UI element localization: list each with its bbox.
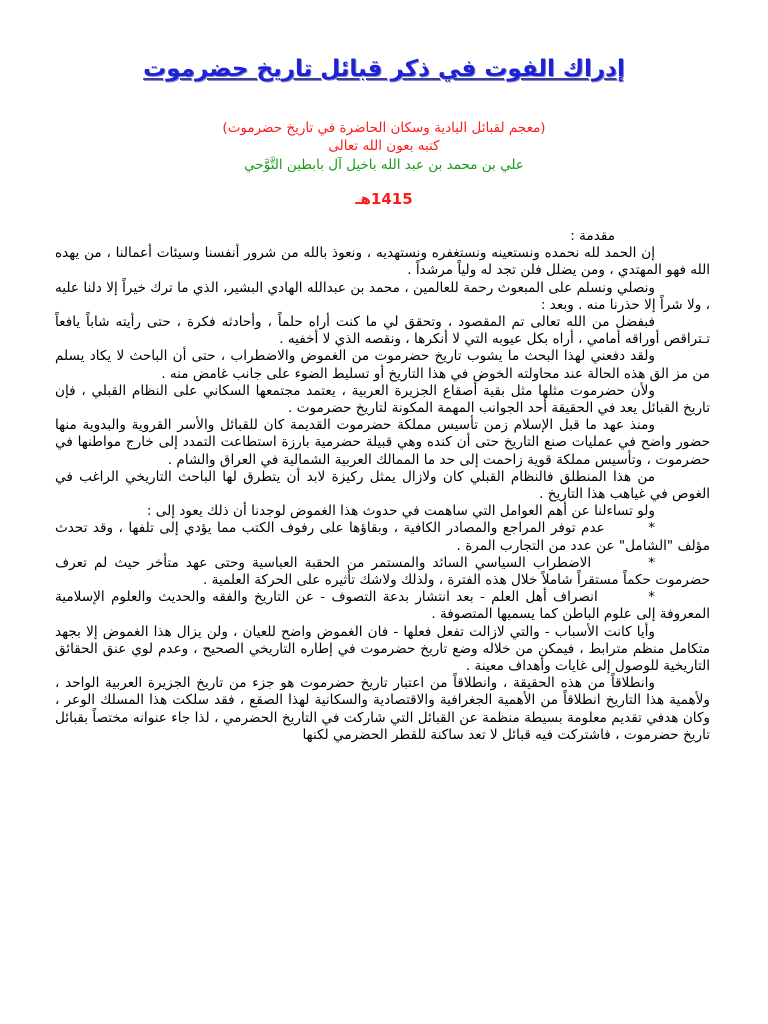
publication-year: 1415هـ <box>355 190 413 208</box>
paragraph-4: ولقد دفعني لهذا البحث ما يشوب تاريخ حضرموت من الغموض والاضطراب ، حتى أن الباحث لا يكاد يسلم من مز الق هذه الحالة عند محاولته الخوض في هذا التاريخ أو تسليط الضوء على جانب غامض منه . <box>55 348 710 382</box>
bullet-text: الاضطراب السياسي السائد والمستمر من الحقبة العباسية وحتى عهد متأخر حيث لم تعرف حضرموت حكماً مستقراً شاملاً خلال هذه الفترة ، ولذلك ولاشك تأثيره على الحركة العلمية . <box>55 554 710 589</box>
bullet-text: عدم توفر المراجع والمصادر الكافية ، وبقاؤها على رفوف الكتب مما يؤدي إلى تلفها ، وقد تحدث مؤلف "الشامل" عن عدد من التجارب المرة . <box>55 520 710 554</box>
bullet-item-1 <box>55 520 710 554</box>
subtitle: (معجم لقبائل البادية وسكان الحاضرة في تاريخ حضرموت) <box>222 120 546 136</box>
bullet-marker: * <box>648 554 655 571</box>
document-body <box>55 228 710 744</box>
paragraph-9: وأيا كانت الأسباب - والتي لازالت تفعل فعلها - فان الغموض واضح للعيان ، ولن يزال هذا الغموض إلا بجهد متكامل منظم مترابط ، فيمكن من خلاله وضع تاريخ حضرموت في إطاره التاريخي الصحيح ، وعدم لوي عنق الحقائق التاريخية للوصول إلى غايات وأهداف معينة . <box>55 623 710 675</box>
written-by-line: كتبه بعون الله تعالى <box>328 138 440 154</box>
paragraph-5: ولأن حضرموت مثلها مثل بقية أصقاع الجزيرة العربية ، يعتمد مجتمعها السكاني على النظام القبلي ، فإن تاريخ القبائل يعد في الحقيقة أحد الجوانب المهمة المكونة لتاريخ حضرموت . <box>55 382 710 417</box>
paragraph-3: فبفضل من الله تعالى تم المقصود ، وتحقق لي ما كنت أراه حلماً ، وأحادثه فكرة ، حتى رأيته شاباً يافعاً تـتراقص أوراقه أمامي ، أراه بكل عيوبه التي لا أنكرها ، ونقصه الذي لا أخفيه . <box>55 314 710 348</box>
paragraph-2: ونصلي ونسلم على المبعوث رحمة للعالمين ، محمد بن عبدالله الهادي البشير، الذي ما ترك خيراً إلا دلنا عليه ، ولا شراً إلا حذرنا منه . وبعد : <box>55 279 710 313</box>
paragraph-6: ومنذ عهد ما قبل الإسلام زمن تأسيس مملكة حضرموت القديمة كان للقبائل والأسر القروية والبدوية منها حضور واضح في عمليات صنع التاريخ حتى أن كنده وهي قبيلة حضرمية بارزة استطاعت التمدد إلى خارج مواطنها في حضرموت ، وتأسيس مملكة قوية زاحمت إلى حد ما الممالك العربية الشمالية في العراق والشام . <box>55 417 710 468</box>
paragraph-1: إن الحمد لله نحمده ونستعينه ونستغفره ونستهديه ، ونعوذ بالله من شرور أنفسنا وسيئات أعمالنا ، من يهده الله فهو المهتدي ، ومن يضلل فلن تجد له ولياً مرشداً . <box>55 245 710 279</box>
bullet-text: انصراف أهل العلم - بعد انتشار بدعة التصوف - عن التاريخ والفقه والحديث والعلوم الإسلامية المعروفة إلى علوم الباطن كما يسميها المتصوفة . <box>55 589 710 623</box>
paragraph-8: ولو تساءلنا عن أهم العوامل التي ساهمت في حدوث هذا الغموض لوجدنا أن ذلك يعود إلى : <box>146 503 655 520</box>
document-title: إدراك الفوت في ذكر قبائل تاريخ حضرموت <box>143 56 625 82</box>
bullet-marker: * <box>648 520 655 537</box>
paragraph-10: وانطلاقاً من هذه الحقيقة ، وانطلاقاً من اعتبار تاريخ حضرموت هو جزء من تاريخ الجزيرة العربية الواحد ، ولأهمية هذا التاريخ انطلاقاً من الأهمية الجغرافية والاقتصادية والسكانية لهذا الصقع ، فقد سلكت هذا المسلك الوعر ، وكان هدفي تقديم معلومة بسيطة منظمة عن القبائل التي شاركت في التاريخ الحضرمي ، لذا جاء عنوانه مختصاً بقبائل تاريخ حضرموت ، فاشتركت فيه قبائل لا تعد ساكنة للقطر الحضرمي لكنها <box>55 675 710 743</box>
bullet-marker: * <box>648 589 655 606</box>
bullet-item-2 <box>55 555 710 589</box>
bullet-item-3 <box>55 589 710 623</box>
intro-heading: مقدمة : <box>570 228 615 244</box>
author-name: علي بن محمد بن عبد الله باخيل آل بابطين التَّوَّحي <box>244 157 524 173</box>
paragraph-7: من هذا المنطلق فالنظام القبلي كان ولازال يمثل ركيزة لابد أن يتطرق لها الباحث التاريخي الراغب في الغوص في غياهب هذا التاريخ . <box>55 468 710 503</box>
